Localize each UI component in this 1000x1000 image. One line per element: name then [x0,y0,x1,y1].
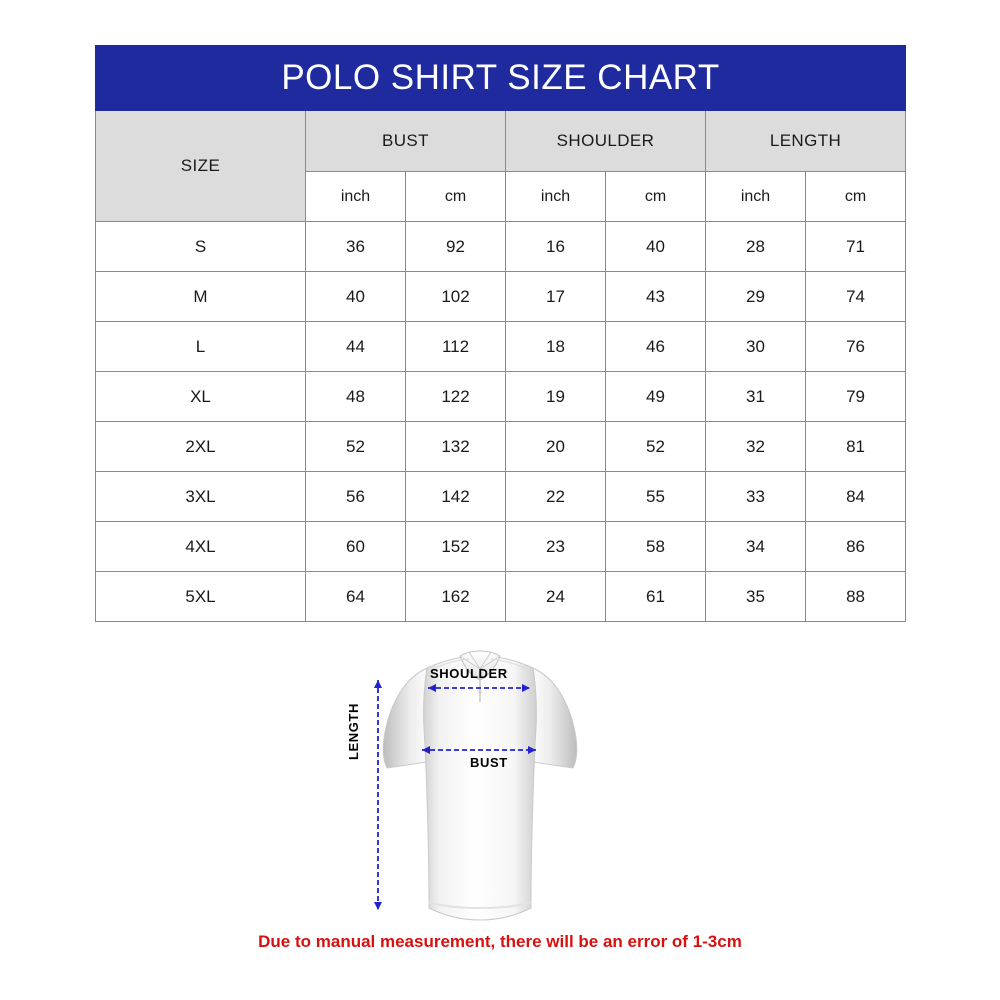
cell-shoulder-inch: 20 [506,422,606,472]
cell-length-inch: 31 [706,372,806,422]
cell-length-cm: 79 [806,372,906,422]
table-group-header-row [96,111,906,172]
cell-bust-cm: 102 [406,272,506,322]
unit-header-shoulder-cm: cm [606,172,706,222]
cell-length-cm: 76 [806,322,906,372]
cell-bust-inch: 56 [306,472,406,522]
cell-bust-cm: 122 [406,372,506,422]
table-row [96,322,906,372]
cell-size: S [96,222,306,272]
label-length: LENGTH [346,702,361,760]
cell-shoulder-inch: 24 [506,572,606,622]
cell-bust-cm: 92 [406,222,506,272]
cell-length-inch: 35 [706,572,806,622]
cell-length-cm: 86 [806,522,906,572]
cell-bust-inch: 40 [306,272,406,322]
cell-length-cm: 74 [806,272,906,322]
cell-length-inch: 30 [706,322,806,372]
cell-shoulder-inch: 16 [506,222,606,272]
cell-shoulder-cm: 61 [606,572,706,622]
cell-length-inch: 34 [706,522,806,572]
cell-bust-inch: 64 [306,572,406,622]
table-row [96,422,906,472]
column-header-bust: BUST [306,111,506,172]
cell-shoulder-cm: 58 [606,522,706,572]
cell-length-inch: 29 [706,272,806,322]
cell-bust-cm: 132 [406,422,506,472]
label-bust: BUST [470,755,508,770]
cell-bust-cm: 142 [406,472,506,522]
cell-size: 2XL [96,422,306,472]
cell-bust-inch: 60 [306,522,406,572]
measurement-note: Due to manual measurement, there will be an error of 1-3cm [258,932,742,951]
unit-header-length-inch: inch [706,172,806,222]
cell-bust-inch: 36 [306,222,406,272]
column-header-size: SIZE [96,111,306,222]
table-row [96,572,906,622]
cell-length-cm: 88 [806,572,906,622]
label-shoulder: SHOULDER [430,666,508,681]
cell-length-inch: 32 [706,422,806,472]
cell-shoulder-cm: 55 [606,472,706,522]
cell-shoulder-cm: 46 [606,322,706,372]
measurement-diagram [330,630,670,920]
cell-shoulder-cm: 40 [606,222,706,272]
cell-size: L [96,322,306,372]
page-title: POLO SHIRT SIZE CHART [96,46,906,111]
cell-shoulder-inch: 17 [506,272,606,322]
table-row [96,522,906,572]
cell-size: 4XL [96,522,306,572]
cell-bust-inch: 52 [306,422,406,472]
unit-header-bust-cm: cm [406,172,506,222]
cell-length-inch: 33 [706,472,806,522]
cell-shoulder-cm: 49 [606,372,706,422]
cell-bust-inch: 48 [306,372,406,422]
cell-bust-inch: 44 [306,322,406,372]
column-header-length: LENGTH [706,111,906,172]
cell-shoulder-cm: 43 [606,272,706,322]
cell-size: 3XL [96,472,306,522]
cell-size: 5XL [96,572,306,622]
unit-header-bust-inch: inch [306,172,406,222]
size-chart-container [95,45,905,622]
cell-bust-cm: 162 [406,572,506,622]
table-row [96,222,906,272]
cell-shoulder-inch: 22 [506,472,606,522]
cell-shoulder-inch: 18 [506,322,606,372]
cell-bust-cm: 112 [406,322,506,372]
cell-length-inch: 28 [706,222,806,272]
cell-length-cm: 81 [806,422,906,472]
cell-length-cm: 84 [806,472,906,522]
cell-shoulder-inch: 23 [506,522,606,572]
table-title-row [96,46,906,111]
cell-size: M [96,272,306,322]
table-row [96,372,906,422]
unit-header-length-cm: cm [806,172,906,222]
size-chart-table [95,45,906,622]
cell-shoulder-inch: 19 [506,372,606,422]
cell-shoulder-cm: 52 [606,422,706,472]
unit-header-shoulder-inch: inch [506,172,606,222]
cell-length-cm: 71 [806,222,906,272]
cell-size: XL [96,372,306,422]
table-row [96,272,906,322]
column-header-shoulder: SHOULDER [506,111,706,172]
cell-bust-cm: 152 [406,522,506,572]
table-row [96,472,906,522]
